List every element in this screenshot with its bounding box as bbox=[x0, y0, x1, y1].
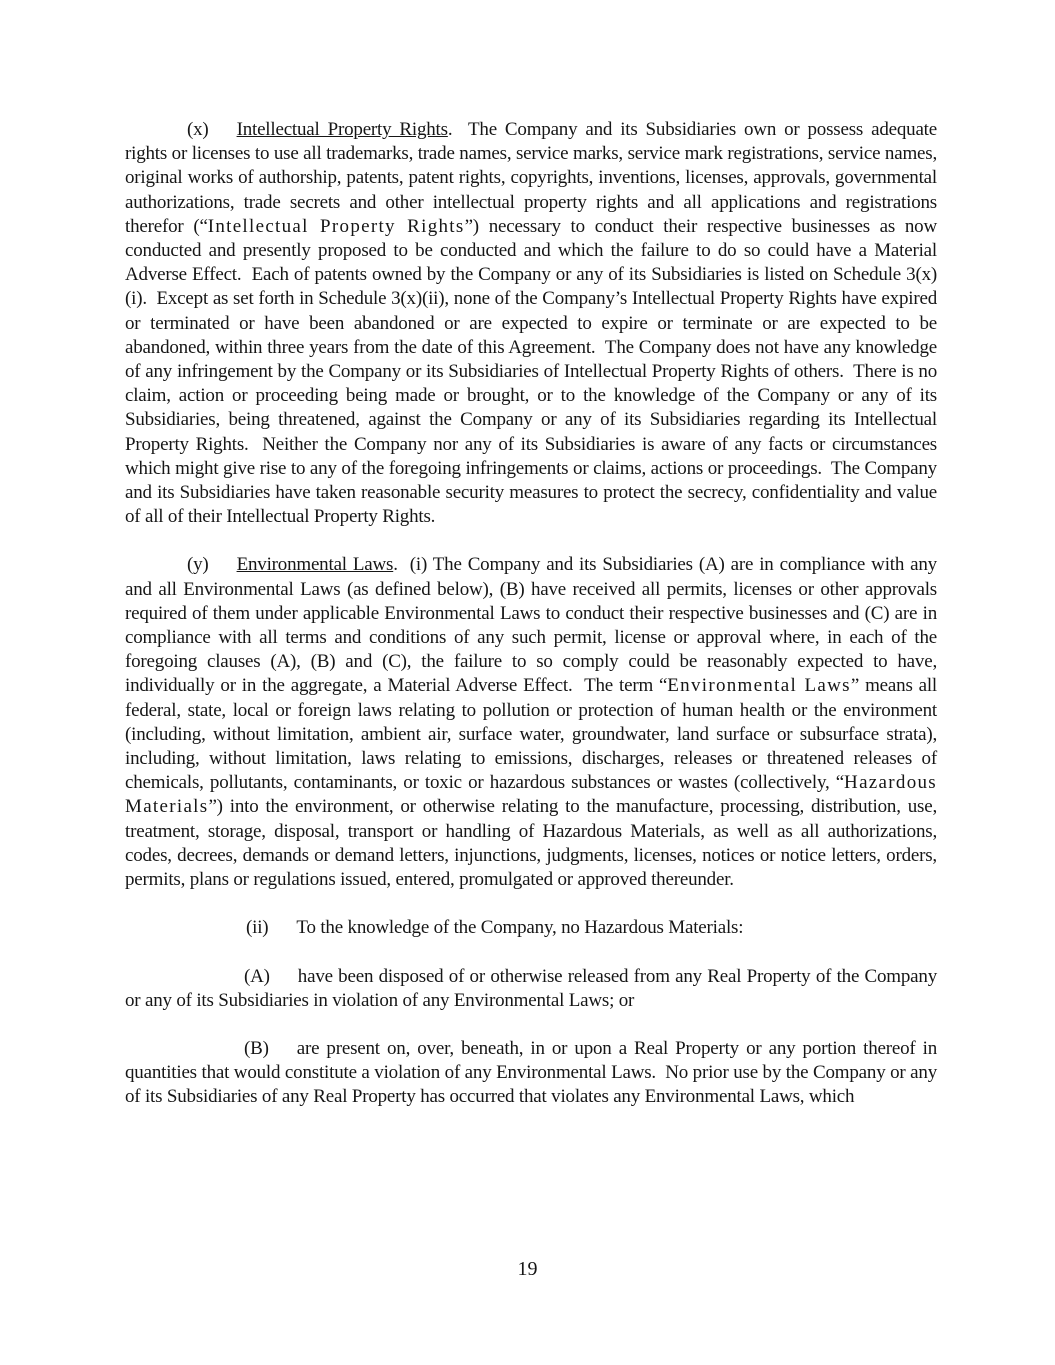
paragraph-ii-knowledge bbox=[125, 916, 937, 940]
clause-label-a: (A) bbox=[244, 965, 270, 987]
clause-y-body-2: ” means all federal, state, local or foreign laws relating to pollution or protection of human health or the environment (including, without limitation, ambient air, surface water, groundwater, land surface or subsurface strata), including, without limitation, laws relating to emissions, discharges, releases or threatened releases of chemicals, pollutants, contaminants, or toxic or hazardous substances or wastes (collectively, “ bbox=[125, 675, 942, 794]
clause-y-body-1: . (i) The Company and its Subsidiaries (A) are in compliance with any and all Environmental Laws (as defined below), (B) have received all permits, licenses or other approvals required of them under applicable Environmental Laws to conduct their respective businesses and (C) are in compliance with all terms and conditions of any such permit, license or approval where, in each of the foregoing clauses (A), (B) and (C), the failure to so comply could be reasonably expected to have, individually or in the aggregate, a Material Adverse Effect. The term “ bbox=[125, 554, 942, 697]
clause-a-text: have been disposed of or otherwise released from any Real Property of the Company or any of its Subsidiaries in violation of any Environmental Laws; or bbox=[125, 965, 942, 1011]
defined-term-environmental-laws: Environmental Laws bbox=[667, 675, 851, 697]
clause-ii-text: To the knowledge of the Company, no Hazardous Materials: bbox=[296, 917, 744, 939]
defined-term-intellectual-property-rights: Intellectual Property Rights bbox=[207, 215, 465, 237]
clause-heading-intellectual-property-rights: Intellectual Property Rights bbox=[236, 119, 448, 140]
paragraph-a-disposed bbox=[125, 965, 942, 1013]
clause-x-body-2: ”) necessary to conduct their respective businesses as now conducted and presently proposed to be conducted and which the failure to do so could have a Material Adverse Effect. Each of patents owned by the Company or any of its Subsidiaries is listed on Schedule 3(x)(i). Except as set forth in Schedule 3(x)(ii), none of the Company’s Intellectual Property Rights have expired or terminated or have been abandoned or are expected to expire or terminate or are expected to be abandoned, within three years from the date of this Agreement. The Company does not have any knowledge of any infringement by the Company or its Subsidiaries of Intellectual Property Rights of others. There is no claim, action or proceeding being made or brought, or to the knowledge of the Company or any of its Subsidiaries, being threatened, against the Company or any of its Subsidiaries regarding its Intellectual Property Rights. Neither the Company nor any of its Subsidiaries is aware of any facts or circumstances which might give rise to any of the foregoing infringements or claims, actions or proceedings. The Company and its Subsidiaries have taken reasonable security measures to protect the secrecy, confidentiality and value of all of their Intellectual Property Rights. bbox=[125, 215, 942, 528]
clause-heading-environmental-laws: Environmental Laws bbox=[236, 554, 394, 576]
paragraph-y-environmental-laws bbox=[125, 553, 944, 892]
clause-label-b: (B) bbox=[244, 1037, 269, 1059]
clause-y-body-3: ”) into the environment, or otherwise relating to the manufacture, processing, distribution, use, treatment, storage, disposal, transport or handling of Hazardous Materials, as well as all authorizations, codes, decrees, demands or demand letters, injunctions, judgments, licenses, notices or notice letters, orders, permits, plans or regulations issued, entered, promulgated or approved thereunder. bbox=[125, 796, 942, 891]
clause-label-ii: (ii) bbox=[246, 917, 269, 939]
page-number: 19 bbox=[517, 1258, 538, 1280]
paragraph-x-intellectual-property-rights bbox=[125, 118, 942, 529]
clause-label-y: (y) bbox=[187, 554, 209, 576]
clause-x-body-1: . The Company and its Subsidiaries own or possess adequate rights or licenses to use all trademarks, trade names, service marks, service mark registrations, service names, original works of authorship, patents, patent rights, copyrights, inventions, licenses, approvals, governmental authorizations, trade secrets and other intellectual property rights and all applications and registrations therefor (“ bbox=[125, 119, 942, 237]
defined-term-hazardous-materials: Hazardous Materials bbox=[125, 772, 944, 818]
page-content bbox=[125, 118, 944, 1134]
paragraph-b-present bbox=[125, 1037, 942, 1110]
clause-b-text: are present on, over, beneath, in or upon a Real Property or any portion thereof in quantities that would constitute a violation of any Environmental Laws. No prior use by the Company or any of its Subsidiaries of any Real Property has occurred that violates any Environmental Laws, which bbox=[125, 1037, 942, 1108]
clause-label-x: (x) bbox=[187, 119, 209, 140]
